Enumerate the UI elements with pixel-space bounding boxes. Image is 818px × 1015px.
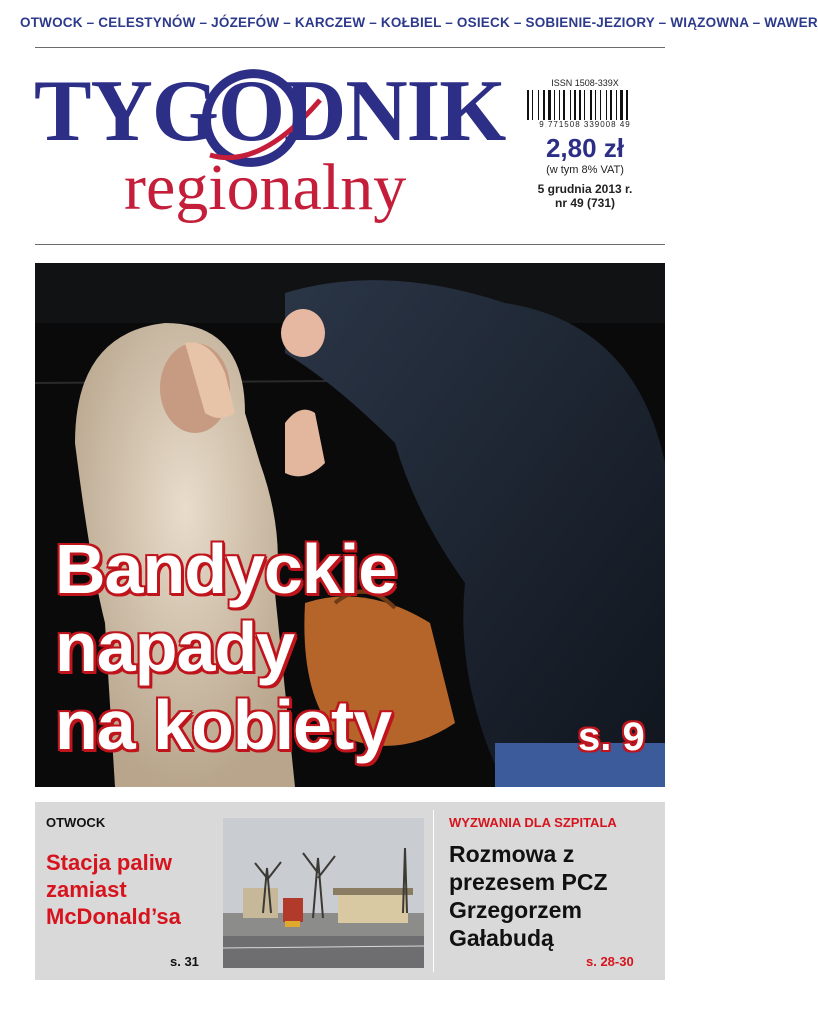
issue-info: [510, 78, 660, 210]
left-section-tag: OTWOCK: [46, 815, 106, 830]
issn: ISSN 1508-339X: [551, 78, 619, 88]
barcode-bars: [525, 90, 645, 120]
issue-number: nr 49 (731): [554, 196, 616, 210]
masthead: [30, 60, 510, 235]
masthead-divider: [35, 244, 665, 245]
masthead-subtitle: regionalny: [124, 151, 407, 224]
main-page-ref: s. 9: [578, 715, 645, 759]
gas-station-photo: [223, 818, 424, 968]
barcode: [525, 90, 645, 120]
main-headline: [55, 530, 396, 764]
price: 2,80 zł: [545, 133, 625, 163]
right-headline: Rozmowa z prezesem PCZ Grzegorzem Gałabudą: [449, 841, 608, 951]
teaser-panel: [35, 802, 665, 980]
towns-line: OTWOCK – CELESTYNÓW – JÓZEFÓW – KARCZEW – KOŁBIEL – OSIECK – SOBIENIE-JEZIORY – WIĄZOWNA – WAWER: [20, 15, 818, 30]
left-page-ref: s. 31: [170, 954, 199, 969]
masthead-title: TYGODNIK: [34, 63, 506, 160]
right-section-tag: WYZWANIA DLA SZPITALA: [449, 815, 617, 830]
headline-line-1: Bandyckie: [55, 530, 397, 608]
vat-note: (w tym 8% VAT): [546, 164, 624, 176]
left-headline: Stacja paliw zamiast McDonald’sa: [46, 850, 181, 929]
gas-station-illustration: [223, 818, 424, 968]
cover-photo: [35, 263, 665, 787]
teaser-divider: [433, 810, 434, 972]
headline-line-3: na kobiety: [55, 686, 392, 764]
right-page-ref: s. 28-30: [586, 954, 634, 969]
top-divider: [35, 47, 665, 48]
barcode-digits: 9 771508 339008 49: [539, 120, 631, 129]
issue-date: 5 grudnia 2013 r.: [537, 182, 633, 196]
headline-line-2: napady: [55, 608, 295, 686]
